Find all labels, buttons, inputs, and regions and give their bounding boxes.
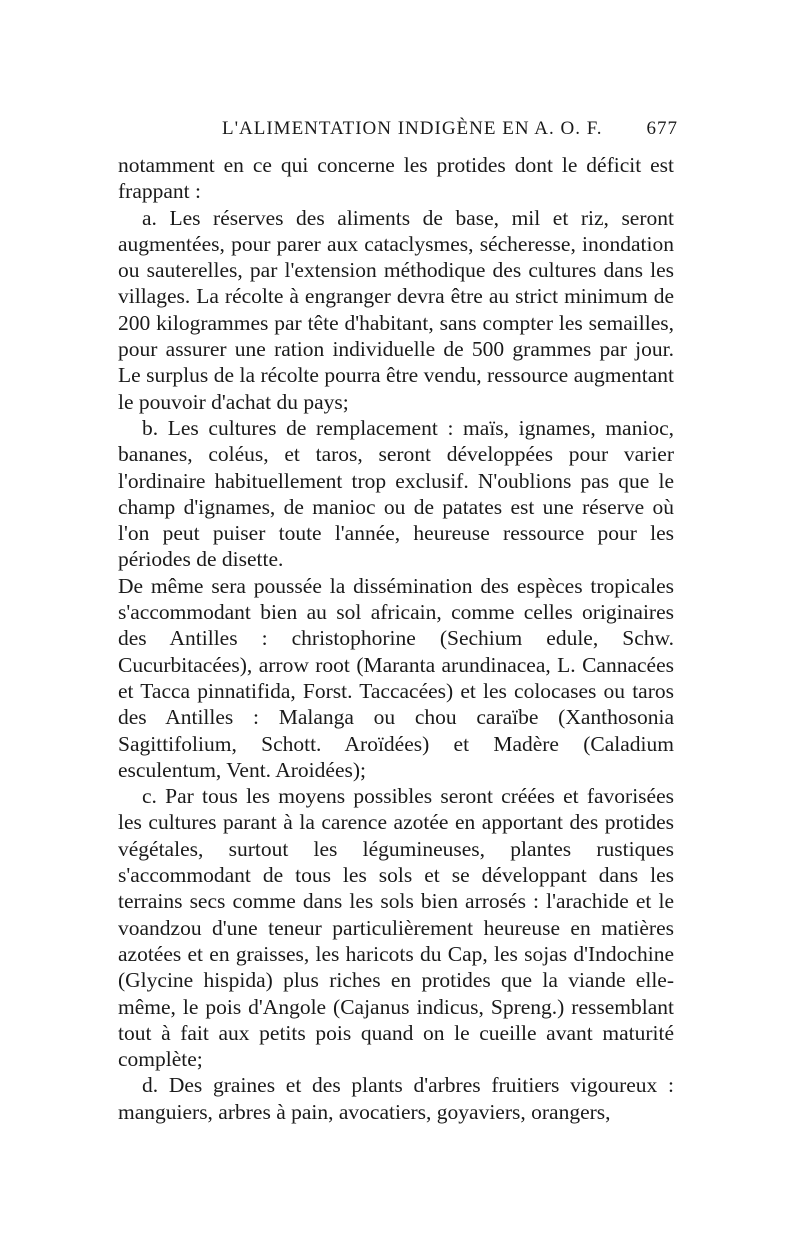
paragraph-a: a. Les réserves des aliments de base, mil et riz, seront augmentées, pour parer aux cataclysmes, sécheresse, inondation ou sauterelles, par l'extension méthodique des cultures dans les villages. La récolte à engranger devra être au strict minimum de 200 kilogrammes par tête d'habitant, sans compter les semailles, pour assurer une ration individuelle de 500 grammes par jour. Le surplus de la récolte pourra être vendu, ressource augmentant le pouvoir d'achat du pays; — [118, 205, 674, 414]
paragraph-c: c. Par tous les moyens possibles seront créées et favorisées les cultures parant à la carence azotée en apportant des protides végétales, surtout les légumineuses, plantes rustiques s'accommodant de tous les sols et se développant dans les terrains secs comme dans les sols bien arrosés : l'arachide et le voandzou d'une teneur particulièrement heureuse en matières azotées et en graisses, les haricots du Cap, les sojas d'Indochine (Glycine hispida) plus riches en protides que la viande elle-même, le pois d'Angole (Cajanus indicus, Spreng.) ressemblant tout à fait aux petits pois quand on le cueille avant maturité complète; — [118, 784, 674, 1072]
paragraph-species: De même sera poussée la dissémination des espèces tropicales s'accommodant bien au sol africain, comme celles originaires des Antilles : christophorine (Sechium edule, Schw. Cucurbitacées), arrow root (Maranta arundinacea, L. Cannacées et Tacca pinnatifida, Forst. Taccacées) et les colocases ou taros des Antilles : Malanga ou chou caraïbe (Xanthosonia Sagittifolium, Schott. Aroïdées) et Madère (Caladium esculentum, Vent. Aroidées); — [118, 573, 674, 782]
running-title: L'ALIMENTATION INDIGÈNE EN A. O. F. — [222, 118, 603, 139]
paragraph-b: b. Les cultures de remplacement : maïs, ignames, manioc, bananes, coléus, et taros, seront développées pour varier l'ordinaire habituellement trop exclusif. N'oublions pas que le champ d'ignames, de manioc ou de patates est une réserve où l'on peut puiser toute l'année, heureuse ressource pour les périodes de disette. — [118, 415, 674, 572]
page-body — [118, 152, 674, 1125]
paragraph-intro: notamment en ce qui concerne les protides dont le déficit est frappant : — [118, 153, 674, 204]
paragraph-d: d. Des graines et des plants d'arbres fruitiers vigoureux : manguiers, arbres à pain, avocatiers, goyaviers, orangers, — [118, 1073, 674, 1124]
page-number: 677 — [646, 118, 678, 139]
